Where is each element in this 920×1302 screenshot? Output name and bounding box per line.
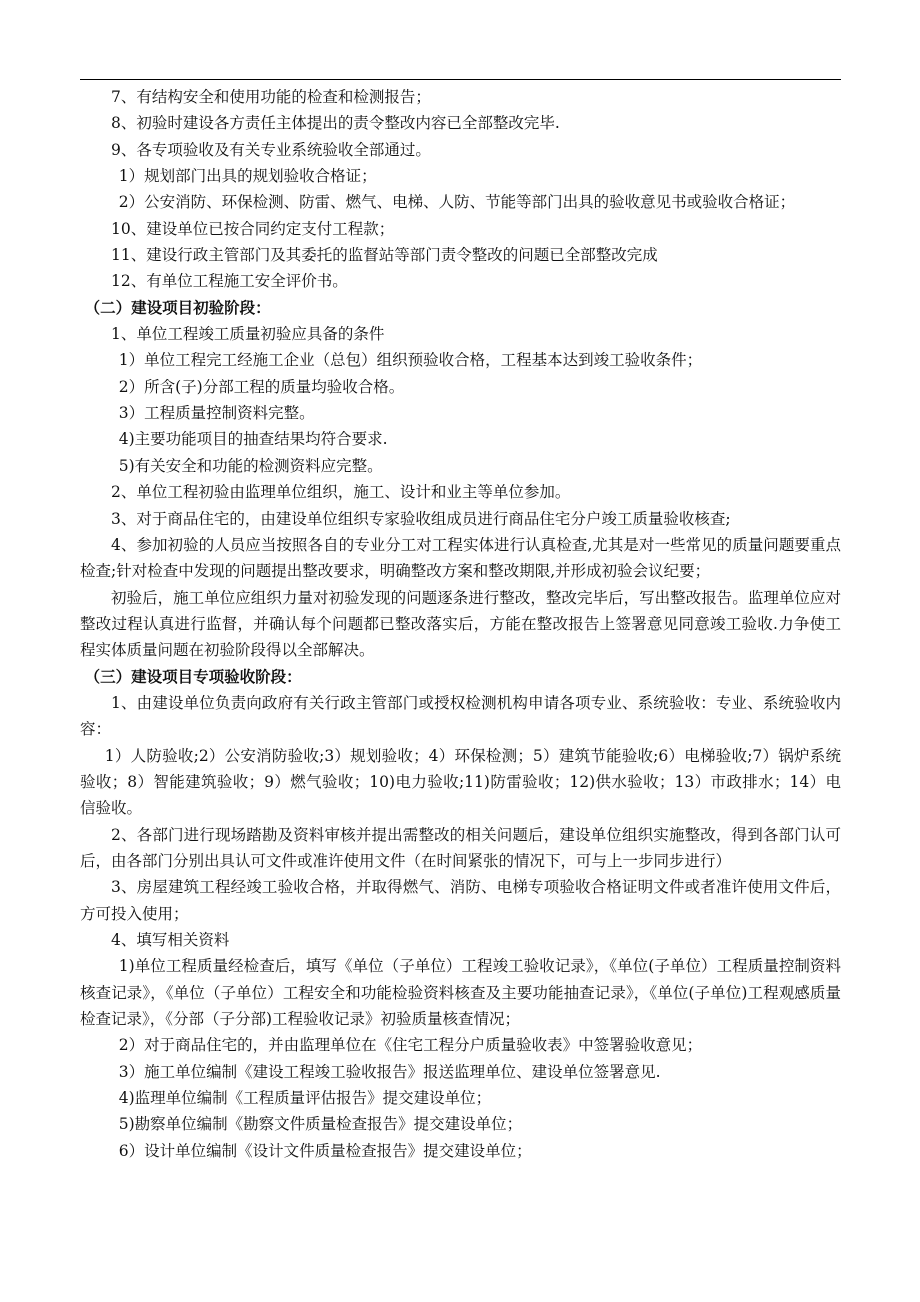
item-9-sub-2: 2）公安消防、环保检测、防雷、燃气、电梯、人防、节能等部门出具的验收意见书或验收合格证； [118,193,796,212]
item-8: 8、初验时建设各方责任主体提出的责令整改内容已全部整改完毕. [111,114,560,133]
s2-item-1-sub-1: 1）单位工程完工经施工企业（总包）组织预验收合格，工程基本达到竣工验收条件； [118,351,703,370]
item-9-sub-1: 1）规划部门出具的规划验收合格证； [118,167,377,186]
item-11: 11、建设行政主管部门及其委托的监督站等部门责令整改的问题已全部整改完成 [111,246,658,265]
s2-item-1-sub-3: 3）工程质量控制资料完整。 [118,404,315,423]
section-heading-3: （三）建设项目专项验收阶段： [84,666,302,686]
s3-item-1-list: 1）人防验收;2）公安消防验收;3）规划验收；4）环保检测；5）建筑节能验收;6）电梯验收;7）锅炉系统验收；8）智能建筑验收；9）燃气验收；10)电力验收;11)防雷验收；12)供水验收；13）市政排水；14）电信验收。 [80,746,841,818]
s3-item-4-sub-2: 2）对于商品住宅的，并由监理单位在《住宅工程分户质量验收表》中签署验收意见； [118,1036,703,1055]
s2-item-3: 3、对于商品住宅的，由建设单位组织专家验收组成员进行商品住宅分户竣工质量验收核查; [111,509,731,528]
s3-item-4-sub-4: 4)监理单位编制《工程质量评估报告》提交建设单位； [118,1089,492,1108]
s3-item-3: 3、房屋建筑工程经竣工验收合格，并取得燃气、消防、电梯专项验收合格证明文件或者准许使用文件后，方可投入使用； [80,878,841,923]
item-9: 9、各专项验收及有关专业系统验收全部通过。 [111,140,431,159]
s3-item-4-sub-1: 1)单位工程质量经检查后，填写《单位（子单位）工程竣工验收记录》，《单位(子单位）工程质量控制资料核查记录》，《单位（子单位）工程安全和功能检验资料核查及主要功能抽查记录》，《单位(子单位)工程观感质量检查记录》，《分部（子分部)工程验收记录》初验质量核查情况； [80,957,841,1029]
item-7: 7、有结构安全和使用功能的检查和检测报告； [111,88,431,106]
section-heading-2: （二）建设项目初验阶段： [84,297,271,317]
s2-item-2: 2、单位工程初验由监理单位组织，施工、设计和业主等单位参加。 [111,483,571,502]
s3-item-1: 1、由建设单位负责向政府有关行政主管部门或授权检测机构申请各项专业、系统验收：专业、系统验收内容： [80,693,841,739]
document-body [80,84,841,1164]
s3-item-2: 2、各部门进行现场踏勘及资料审核并提出需整改的相关问题后，建设单位组织实施整改，得到各部门认可后，由各部门分别出具认可文件或准许使用文件（在时间紧张的情况下，可与上一步同步进行） [80,825,841,870]
s2-item-4: 4、参加初验的人员应当按照各自的专业分工对工程实体进行认真检查,尤其是对一些常见的质量问题要重点检查;针对检查中发现的问题提出整改要求，明确整改方案和整改期限,并形成初验会议纪要； [80,535,841,581]
s3-item-4-sub-5: 5)勘察单位编制《勘察文件质量检查报告》提交建设单位； [118,1115,523,1134]
s3-item-4-sub-3: 3）施工单位编制《建设工程竣工验收报告》报送监理单位、建设单位签署意见. [118,1062,661,1081]
s2-item-1-sub-2: 2）所含(子)分部工程的质量均验收合格。 [118,377,405,396]
s3-item-4: 4、填写相关资料 [111,931,230,949]
s2-item-1: 1、单位工程竣工质量初验应具备的条件 [111,325,385,344]
item-12: 12、有单位工程施工安全评价书。 [111,272,348,291]
header-rule [80,79,841,80]
s3-item-4-sub-6: 6）设计单位编制《设计文件质量检查报告》提交建设单位； [118,1141,532,1160]
s2-paragraph: 初验后，施工单位应组织力量对初验发现的问题逐条进行整改，整改完毕后，写出整改报告。监理单位应对整改过程认真进行监督，并确认每个问题都已整改落实后，方能在整改报告上签署意见同意竣工验收.力争使工程实体质量问题在初验阶段得以全部解决。 [80,588,841,660]
s2-item-1-sub-5: 5)有关安全和功能的检测资料应完整。 [118,456,383,475]
item-10: 10、建设单位已按合同约定支付工程款； [111,219,395,238]
s2-item-1-sub-4: 4)主要功能项目的抽查结果均符合要求. [118,430,388,449]
